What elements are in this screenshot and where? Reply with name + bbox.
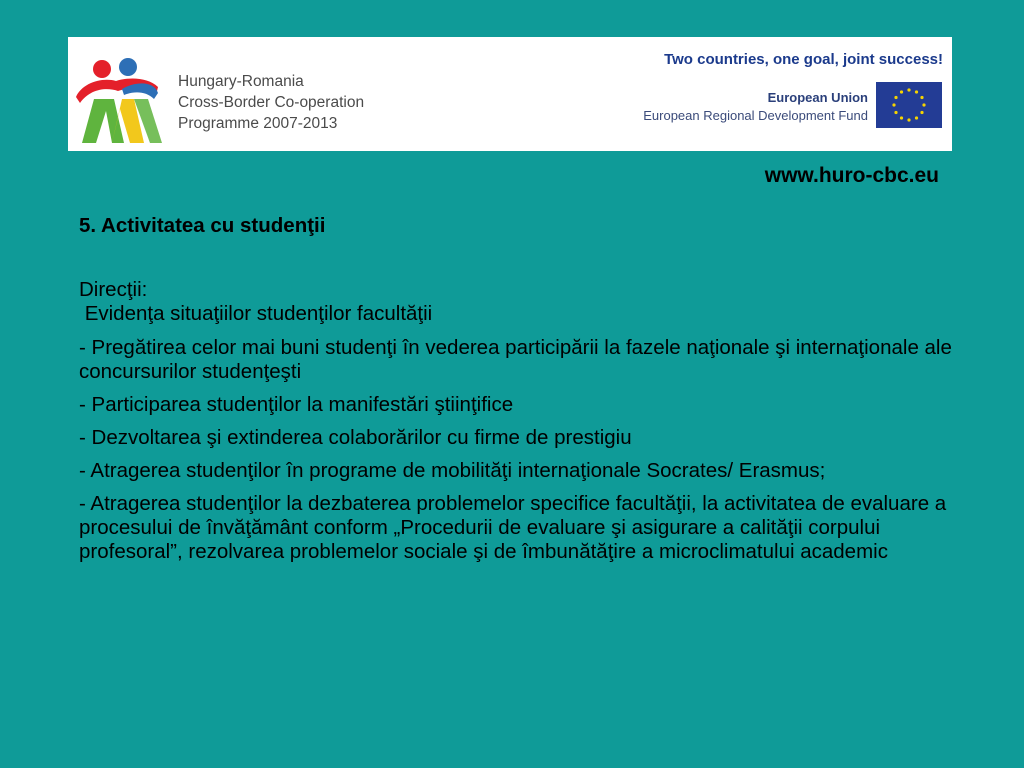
section-heading: 5. Activitatea cu studenţii	[79, 214, 326, 237]
tagline: Two countries, one goal, joint success!	[664, 51, 943, 68]
eu-name: European Union	[767, 90, 868, 105]
eu-star-icon	[907, 118, 910, 121]
direction-item: - Participarea studenţilor la manifestări ştiinţifice	[79, 393, 514, 416]
direction-item: - Atragerea studenţilor la dezbaterea problemelor specifice facultăţii, la activitatea de evaluare a procesului de învăţământ conform „Procedurii de evaluare şi asigurare a calităţii corpului profesoral”, rezolvarea problemelor sociale şi de îmbunătăţire a microclimatului academic	[79, 492, 947, 563]
eu-funding-label	[643, 89, 868, 125]
eu-flag-icon	[876, 82, 942, 128]
eu-star-icon	[920, 96, 923, 99]
eu-star-icon	[894, 111, 897, 114]
slide-content	[79, 214, 959, 573]
program-line: Programme 2007-2013	[178, 115, 338, 132]
directions-label: Direcţii:	[79, 278, 148, 301]
program-name	[178, 71, 364, 134]
program-line: Cross-Border Co-operation	[178, 94, 365, 111]
eu-star-icon	[907, 88, 910, 91]
eu-star-icon	[915, 116, 918, 119]
direction-item: - Pregătirea celor mai buni studenţi în vederea participării la fazele naţionale şi internaţionale ale concursurilor studenţeşti	[79, 336, 952, 383]
huro-program-logo	[72, 55, 168, 147]
eu-star-icon	[915, 90, 918, 93]
direction-item: - Dezvoltarea şi extinderea colaborărilor cu firme de prestigiu	[79, 426, 632, 449]
direction-item: Evidenţa situaţiilor studenţilor facultăţii	[79, 302, 433, 325]
eu-star-icon	[920, 111, 923, 114]
direction-item: - Atragerea studenţilor în programe de mobilităţi internaţionale Socrates/ Erasmus;	[79, 459, 826, 482]
eu-star-icon	[892, 103, 895, 106]
eu-fund-name: European Regional Development Fund	[643, 108, 868, 123]
eu-star-icon	[900, 116, 903, 119]
program-banner	[68, 37, 952, 151]
eu-star-icon	[922, 103, 925, 106]
website-url: www.huro-cbc.eu	[764, 164, 939, 187]
eu-star-icon	[894, 96, 897, 99]
eu-star-icon	[900, 90, 903, 93]
program-line: Hungary-Romania	[178, 73, 304, 90]
